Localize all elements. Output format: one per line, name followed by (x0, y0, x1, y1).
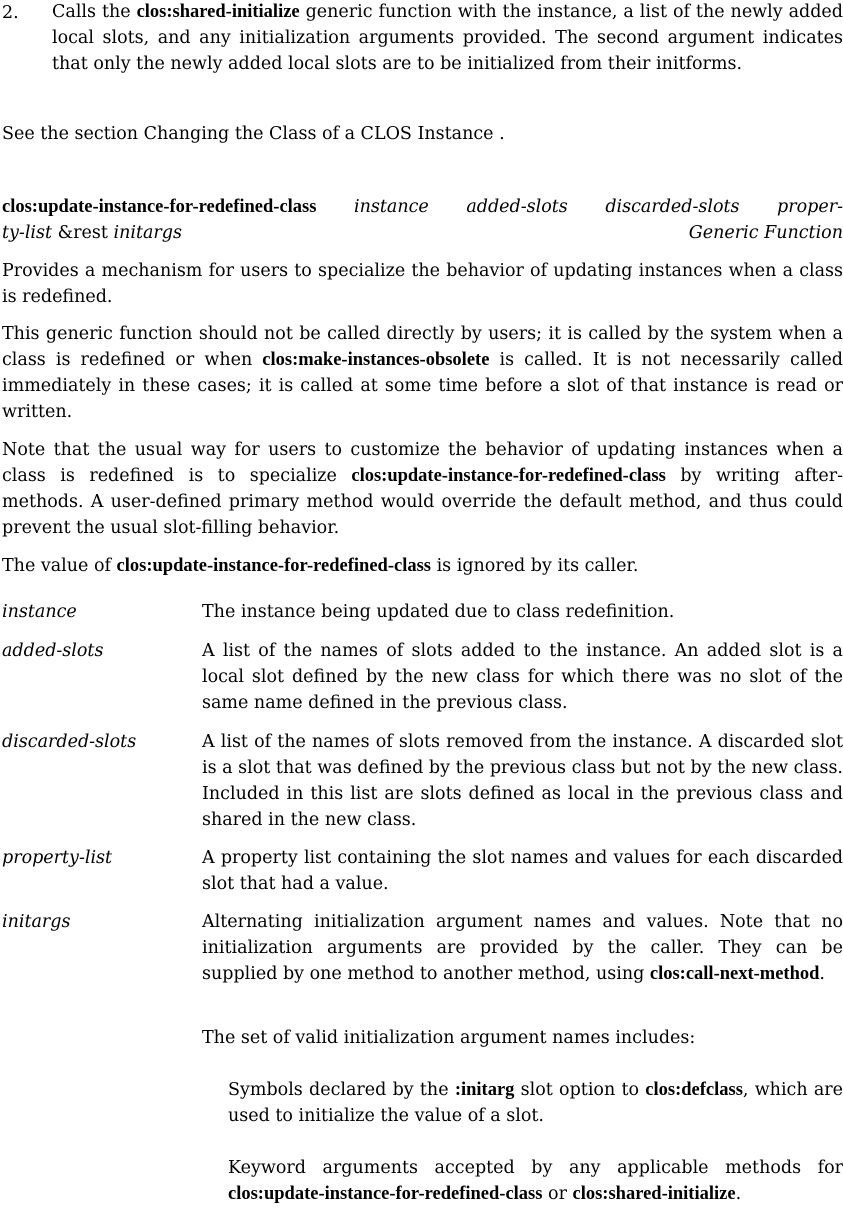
param-name: initargs (2, 912, 71, 932)
param-desc: A list of the names of slots added to the instance. An added slot is a local slot defined by the new class for which there was no slot of the same name defined in the previous class. (202, 641, 843, 713)
function-ref: clos:make-instances-obsolete (262, 350, 490, 370)
param-desc: Alternating initialization argument names and values. Note that no initialization arguments are provided by the caller. They can be supplied by one method to another method, using clos:call-next-method. (202, 912, 843, 984)
initargs-intro: The set of valid initialization argument names includes: (202, 1028, 696, 1048)
param-name: instance (2, 602, 77, 622)
function-signature-cont: ty-list &rest initargs Generic Function (2, 220, 843, 246)
list-item-text: Calls the clos:shared-initialize generic function with the instance, a list of the newly added local slots, and any initialization arguments provided. The second argument indicates that only the newly added local slots are to be initialized from their initforms. (52, 2, 843, 74)
paragraph-4: The value of clos:update-instance-for-redefined-class is ignored by its caller. (2, 556, 639, 576)
signature-args: instance added-slots discarded-slots proper- (354, 197, 843, 217)
param-name: property-list (2, 848, 113, 868)
param-desc: The instance being updated due to class redefinition. (202, 602, 675, 622)
paragraph-1: Provides a mechanism for users to specialize the behavior of updating instances when a class is redefined. (2, 261, 843, 307)
see-also: See the section Changing the Class of a CLOS Instance . (2, 124, 505, 144)
list-item (0, 0, 843, 104)
param-desc: A list of the names of slots removed from the instance. A discarded slot is a slot that was defined by the previous class but not by the new class. Included in this list are slots defined as local in the previous class and shared in the new class. (202, 732, 843, 830)
param-name: discarded-slots (2, 732, 137, 752)
param-desc: A property list containing the slot names and values for each discarded slot that had a value. (202, 848, 843, 894)
initargs-sub-item: Keyword arguments accepted by any applicable methods for clos:update-instance-for-redefined-class or clos:shared-initialize. (228, 1158, 843, 1204)
function-ref: clos:update-instance-for-redefined-class (351, 466, 666, 486)
function-ref: clos:call-next-method (649, 964, 820, 984)
function-name: clos:update-instance-for-redefined-class (2, 197, 317, 217)
paragraph-3: Note that the usual way for users to customize the behavior of updating instances when a class is redefined is to specialize clos:update-instance-for-redefined-class by writing after-methods. A user-defined primary method would override the default method, and thus could prevent the usual slot-filling behavior. (2, 440, 843, 538)
function-kind: Generic Function (688, 223, 843, 243)
function-ref: clos:shared-initialize (136, 2, 300, 22)
initargs-sub-item: Symbols declared by the :initarg slot option to clos:defclass, which are used to initialize the value of a slot. (228, 1080, 843, 1126)
list-item-number: 2. (2, 3, 19, 23)
param-name: added-slots (2, 641, 104, 661)
function-ref: clos:update-instance-for-redefined-class (116, 556, 432, 576)
paragraph-2: This generic function should not be called directly by users; it is called by the system when a class is redefined or when clos:make-instances-obsolete is called. It is not necessarily called immediately in these cases; it is called at some time before a slot of that instance is read or written. (2, 324, 843, 422)
function-signature (2, 194, 843, 220)
